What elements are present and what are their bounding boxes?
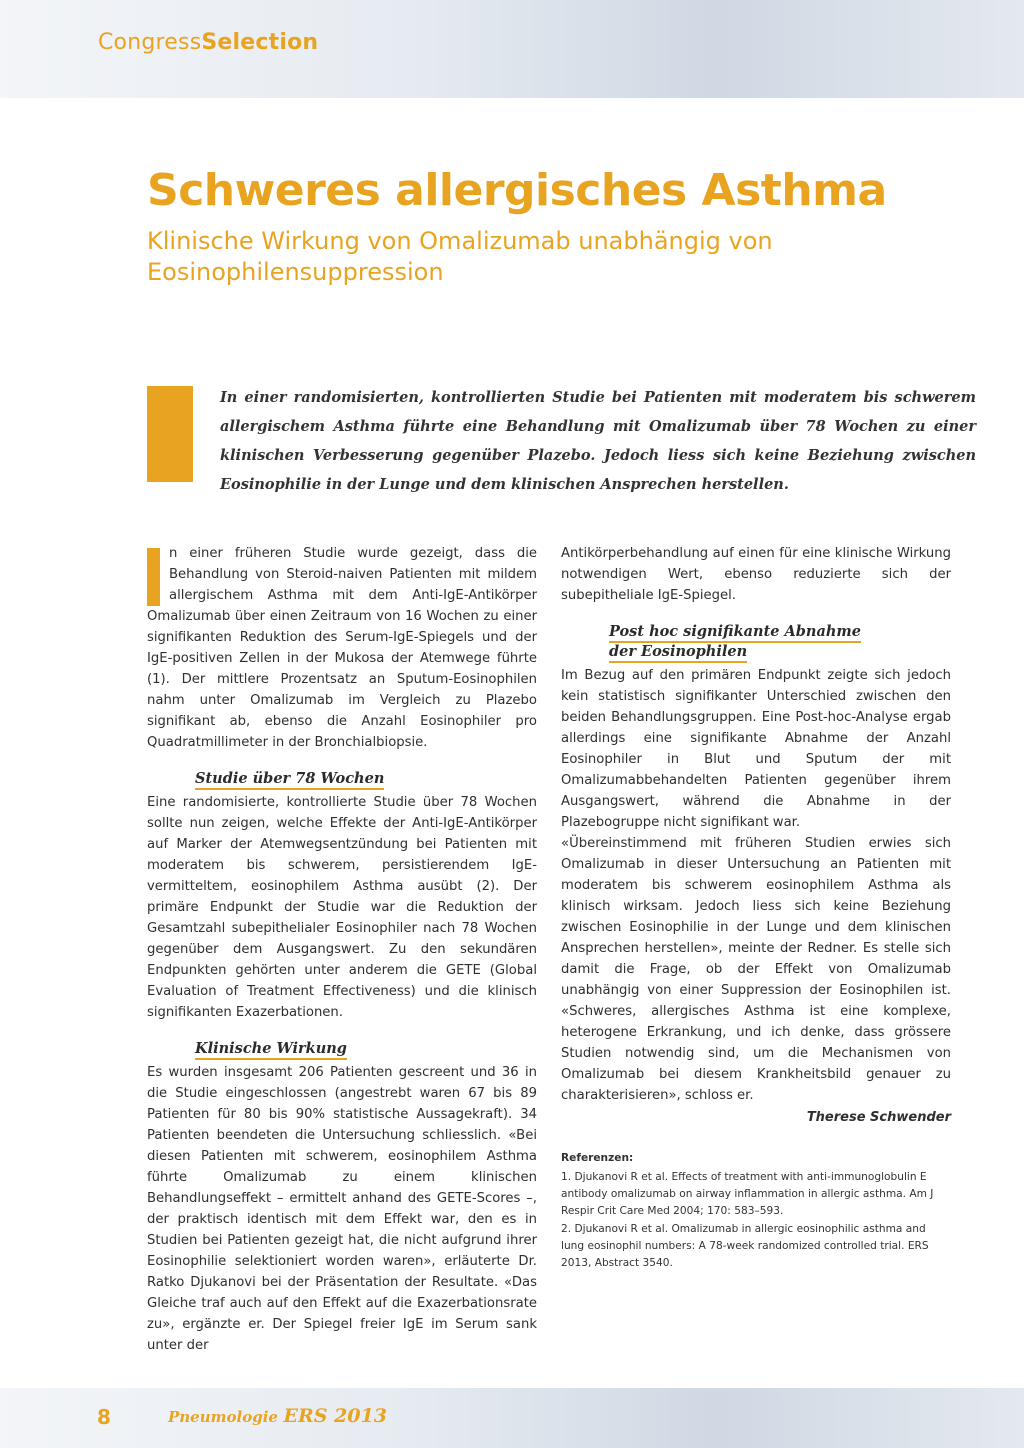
section-heading-posthoc-line1: Post hoc signifikante Abnahme [609,623,861,643]
brand-light: Congress [98,30,202,55]
article-lead: In einer randomisierten, kontrollierten Studie bei Patienten mit moderatem bis schwerem allergischem Asthma führte eine Behandlung mit Omalizumab über 78 Wochen zu einer klinischen Verbesserung gegenüber Plazebo. Jedoch liess sich keine Beziehung zwischen Eosinophilie in der Lunge und dem klinischen Ansprechen herstellen. [220,389,976,493]
section-heading-posthoc [561,622,951,662]
journal-name [168,1405,387,1427]
lead-accent-bar [147,386,193,482]
left-column [147,543,537,1356]
study-paragraph: Eine randomisierte, kontrollierte Studie über 78 Wochen sollte nun zeigen, welche Effekte der Anti-IgE-Antikörper auf Marker der Atemwegsentzündung bei Patienten mit moderatem bis schwerem, persistierendem IgE-vermitteltem, eosinophilem Asthma ausübt (2). Der primäre Endpunkt der Studie war die Reduktion der Gesamtzahl subepithelialer Eosinophiler nach 78 Wochen gegenüber dem Ausgangswert. Zu den sekundären Endpunkten gehörten unter anderem die GETE (Global Evaluation of Treatment Effectiveness) und die klinisch signifikanten Exazerbationen. [147,795,537,1020]
footer-band [0,1388,1024,1448]
section-heading-posthoc-line2: der Eosinophilen [609,643,747,663]
quote-paragraph: «Übereinstimmend mit früheren Studien erwies sich Omalizumab in dieser Untersuchung an Patienten mit moderatem bis schwerem eosinophilem Asthma als klinisch wirksam. Jedoch liess sich keine Beziehung zwischen Eosinophilie in der Lunge und dem klinischen Ansprechen herstellen», meinte der Redner. Es stelle sich damit die Frage, ob der Effekt von Omalizumab unabhängig von einer Suppression der Eosinophilen ist. «Schweres, allergisches Asthma ist eine komplexe, heterogene Erkrankung, und ich denke, dass grössere Studien notwendig sind, um die Mechanismen von Omalizumab bei diesem Krankheitsbild genauer zu charakterisieren», schloss er. [561,836,951,1103]
posthoc-paragraph: Im Bezug auf den primären Endpunkt zeigte sich jedoch kein statistisch signifikanter Unterschied zwischen den beiden Behandlungsgruppen. Eine Post-hoc-Analyse ergab allerdings eine signifikante Abnahme der Anzahl Eosinophiler in Blut und Sputum der mit Omalizumabbehandelten Patienten gegenüber ihrem Ausgangswert, während die Abnahme in der Plazebogruppe nicht signifikant war. [561,668,951,830]
dropcap-bar [147,548,160,606]
brand-bold: Selection [201,30,319,55]
reference-item: 1. Djukanovi R et al. Effects of treatment with anti-immunoglobulin E antibody omalizumab on airway inflammation in allergic asthma. Am J Respir Crit Care Med 2004; 170: 583–593. [561,1171,934,1217]
references [561,1150,951,1272]
intro-text: n einer früheren Studie wurde gezeigt, dass die Behandlung von Steroid-naiven Patienten mit mildem allergischem Asthma mit dem Anti-IgE-Antikörper Omalizumab über einen Zeitraum von 16 Wochen zu einer signifikanten Reduktion des Serum-IgE-Spiegels und der IgE-positiven Zellen in der Mukosa der Atemwege führte (1). Der mittlere Prozentsatz an Sputum-Eosinophilen nahm unter Omalizumab im Vergleich zu Plazebo signifikant ab, ebenso die Anzahl Eosinophiler pro Quadratmillimeter in der Bronchialbiopsie. [147,546,537,750]
section-heading-clinical-text: Klinische Wirkung [195,1040,347,1060]
section-heading-study-text: Studie über 78 Wochen [195,770,384,790]
reference-item: 2. Djukanovi R et al. Omalizumab in allergic eosinophilic asthma and lung eosinophil numbers: A 78-week randomized controlled trial. ERS 2013, Abstract 3540. [561,1223,929,1269]
right-column [561,543,951,1273]
references-title: Referenzen: [561,1152,634,1164]
section-heading-study [147,769,537,789]
section-heading-clinical [147,1039,537,1059]
page-number: 8 [97,1405,111,1429]
intro-paragraph [147,543,537,753]
author-name: Therese Schwender [806,1110,951,1125]
article-title: Schweres allergisches Asthma [147,165,887,216]
article-subtitle: Klinische Wirkung von Omalizumab unabhängig von Eosinophilensuppression [147,227,773,286]
clinical-paragraph: Es wurden insgesamt 206 Patienten gescreent und 36 in die Studie eingeschlossen (angestrebt waren 67 bis 89 Patienten für 80 bis 90% statistische Aussagekraft). 34 Patienten beendeten die Untersuchung schliesslich. «Bei diesen Patienten mit schwerem, eosinophilem Asthma führte Omalizumab zu einem klinischen Behandlungseffekt – ermittelt anhand des GETE-Scores –, der praktisch identisch mit dem Effekt war, den es in Studien bei Patienten gezeigt hat, die nicht aufgrund ihrer Eosinophilie selektioniert worden waren», erläuterte Dr. Ratko Djukanovi bei der Präsentation der Resultate. «Das Gleiche traf auch auf den Effekt auf die Exazerbationsrate zu», ergänzte er. Der Spiegel freier IgE im Serum sank unter der [147,1065,537,1353]
continued-paragraph: Antikörperbehandlung auf einen für eine klinische Wirkung notwendigen Wert, ebenso reduzierte sich der subepitheliale IgE-Spiegel. [561,546,951,603]
brand-logo [98,30,318,55]
journal-suffix: ERS 2013 [283,1405,388,1427]
journal-prefix: Pneumologie [168,1408,278,1426]
